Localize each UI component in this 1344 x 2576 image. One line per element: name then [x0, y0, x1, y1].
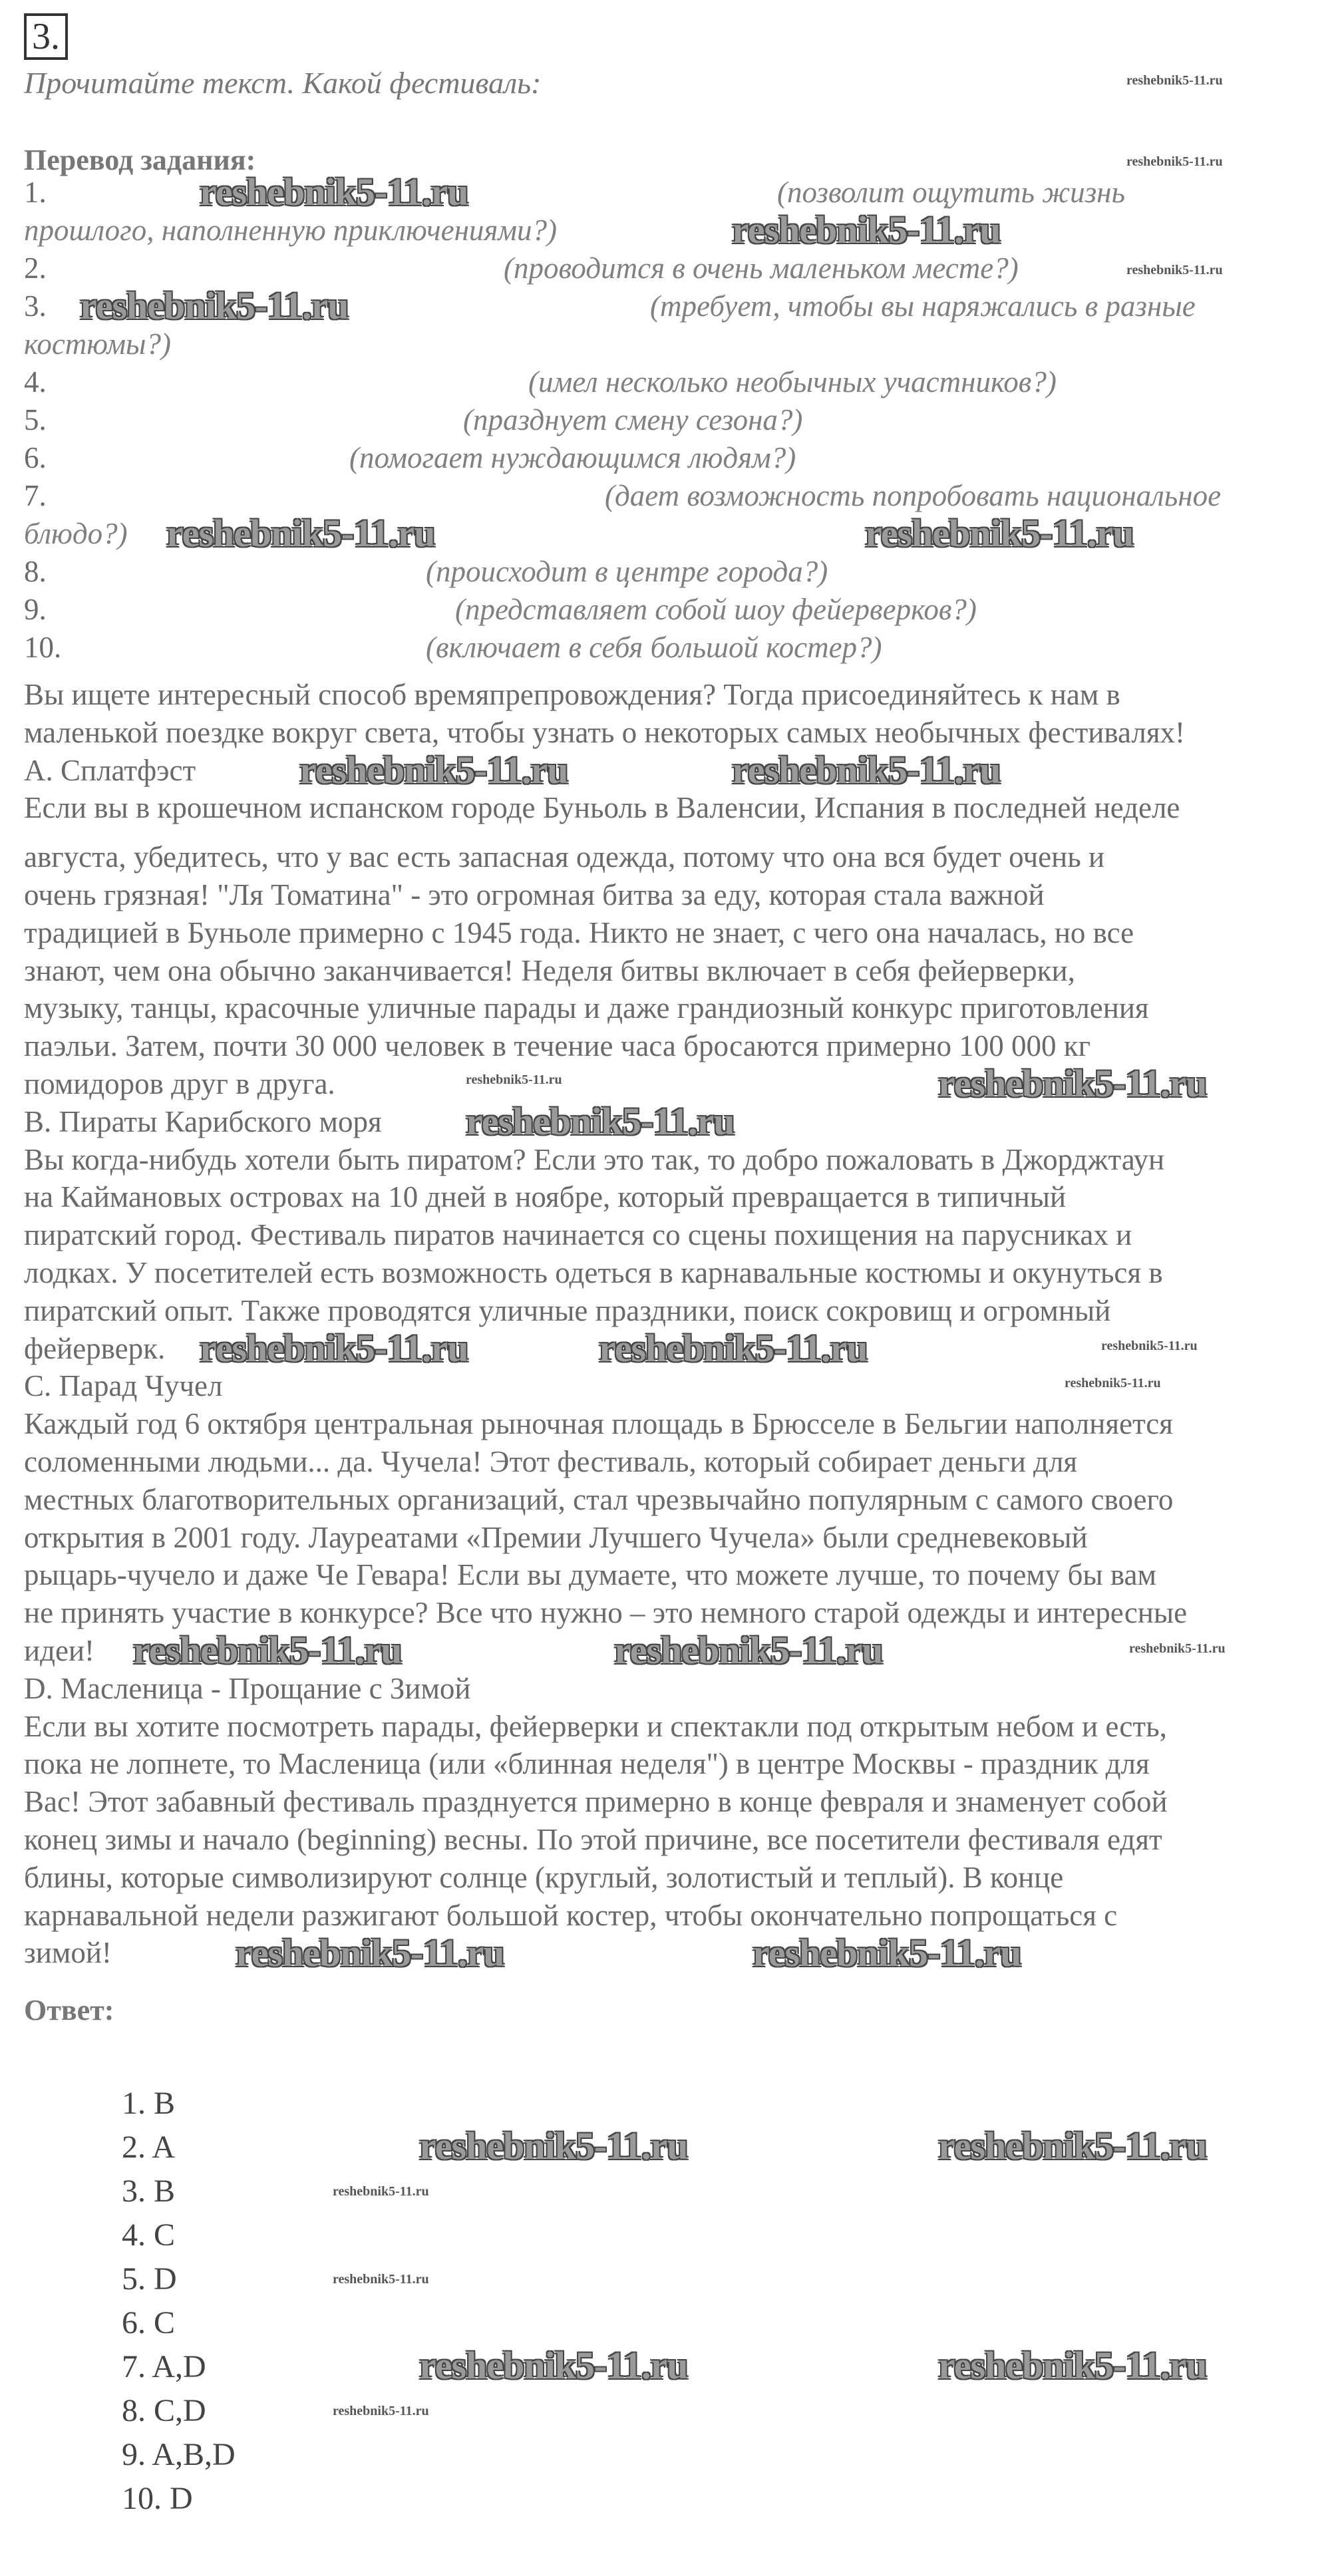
item-text: (проводится в очень маленьком месте?): [504, 251, 1019, 285]
watermark: reshebnik5-11.ru: [200, 170, 468, 214]
text-line: пока не лопнете, то Масленица (или «блинная неделя") в центре Москвы - праздник для: [24, 1747, 1150, 1781]
translation-item: [24, 401, 1328, 439]
text-line: пиратский опыт. Также проводятся уличные праздники, поиск сокровищ и огромный: [24, 1293, 1111, 1327]
watermark-small: reshebnik5-11.ru: [1129, 1641, 1226, 1656]
item-text: (представляет собой шоу фейерверков?): [455, 593, 977, 626]
item-text: (происходит в центре города?): [426, 555, 828, 588]
item-number: 5.: [24, 403, 47, 436]
section-a-text: [24, 789, 1328, 1105]
item-text: (празднует смену сезона?): [463, 403, 803, 436]
item-text: (дает возможность попробовать национальное: [605, 479, 1222, 512]
text-line: фейерверк.: [24, 1331, 166, 1365]
item-text-continued: блюдо?): [24, 517, 128, 550]
text-line: помидоров друг в друга.: [24, 1066, 335, 1100]
watermark: reshebnik5-11.ru: [200, 1327, 468, 1370]
text-line: августа, убедитесь, что у вас есть запасная одежда, потому что она вся будет очень и: [24, 840, 1105, 874]
item-number: 8.: [24, 555, 47, 588]
translation-item: [24, 477, 1328, 515]
text-line: на Каймановых островах на 10 дней в ноябре, который превращается в типичный: [24, 1180, 1067, 1214]
item-number: 10.: [24, 631, 62, 664]
answer-item: 2. A: [122, 2130, 176, 2165]
item-number: 4.: [24, 365, 47, 399]
task-number: 3.: [24, 13, 68, 60]
passage: [24, 676, 1328, 1975]
text-line: Вы ищете интересный способ времяпрепровождения? Тогда присоединяйтесь к нам в: [24, 678, 1120, 711]
item-text: (имел несколько необычных участников?): [528, 365, 1057, 399]
watermark: reshebnik5-11.ru: [599, 1327, 868, 1370]
text-line: открытия в 2001 году. Лауреатами «Премии Лучшего Чучела» были средневековый: [24, 1520, 1088, 1554]
watermark: reshebnik5-11.ru: [865, 512, 1134, 555]
watermark: reshebnik5-11.ru: [938, 1062, 1207, 1105]
text-line: паэльи. Затем, почти 30 000 человек в течение часа бросаются примерно 100 000 кг: [24, 1029, 1091, 1063]
item-number: 2.: [24, 251, 47, 285]
item-text: (включает в себя большой костер?): [426, 631, 882, 664]
watermark-small: reshebnik5-11.ru: [1126, 263, 1223, 277]
item-text: (помогает нуждающимся людям?): [349, 441, 796, 474]
text-line: Если вы хотите посмотреть парады, фейерверки и спектакли под открытым небом и есть,: [24, 1709, 1167, 1743]
watermark-small: reshebnik5-11.ru: [1101, 1339, 1198, 1353]
answer-item: 7. A,D: [122, 2349, 206, 2384]
item-text-continued: костюмы?): [24, 327, 172, 361]
text-line: карнавальной недели разжигают большой костер, чтобы окончательно попрощаться с: [24, 1898, 1118, 1932]
item-text-continued: прошлого, наполненную приключениями?): [24, 214, 558, 247]
answer-list: [122, 2082, 236, 2521]
watermark: reshebnik5-11.ru: [732, 208, 1001, 251]
text-line: местных благотворительных организаций, стал чрезвычайно популярным с самого своего: [24, 1482, 1174, 1516]
text-line: Если вы в крошечном испанском городе Буньоль в Валенсии, Испания в последней неделе: [24, 791, 1180, 825]
answer-item: 10. D: [122, 2481, 193, 2516]
item-number: 6.: [24, 441, 47, 474]
text-line: блины, которые символизируют солнце (круглый, золотистый и теплый). В конце: [24, 1860, 1064, 1894]
watermark: reshebnik5-11.ru: [466, 1100, 735, 1143]
watermark: reshebnik5-11.ru: [419, 2344, 688, 2387]
watermark: reshebnik5-11.ru: [614, 1629, 883, 1672]
answer-item: 9. A,B,D: [122, 2437, 236, 2472]
watermark-small: reshebnik5-11.ru: [333, 2404, 429, 2418]
watermark: reshebnik5-11.ru: [938, 2344, 1207, 2387]
watermark: reshebnik5-11.ru: [236, 1931, 504, 1975]
item-number: 9.: [24, 593, 47, 626]
item-text: (позволит ощутить жизнь: [777, 176, 1125, 209]
text-line: рыцарь-чучело и даже Че Гевара! Если вы думаете, что можете лучше, то почему бы вам: [24, 1558, 1157, 1592]
watermark-small: reshebnik5-11.ru: [466, 1072, 562, 1087]
text-line: Вы когда-нибудь хотели быть пиратом? Если это так, то добро пожаловать в Джорджтаун: [24, 1142, 1165, 1176]
watermark-small: reshebnik5-11.ru: [1065, 1376, 1161, 1390]
text-line: традицией в Буньоле примерно с 1945 года. Никто не знает, с чего она началась, но все: [24, 915, 1134, 949]
section-a-title: A. Сплатфэст: [24, 753, 196, 787]
text-line: не принять участие в конкурсе? Все что нужно – это немного старой одежды и интересные: [24, 1596, 1188, 1630]
section-d-text: [24, 1708, 1328, 1973]
translation-item: [24, 363, 1328, 401]
item-number: 1.: [24, 176, 47, 209]
answer-item: 8. C,D: [122, 2393, 206, 2428]
section-b-title: B. Пираты Карибского моря: [24, 1104, 382, 1138]
watermark-small: reshebnik5-11.ru: [333, 2272, 429, 2287]
watermark: reshebnik5-11.ru: [938, 2124, 1207, 2168]
translation-heading: Перевод задания:: [24, 144, 256, 176]
text-line: пиратский город. Фестиваль пиратов начинается со сцены похищения на парусниках и: [24, 1218, 1132, 1252]
watermark-small: reshebnik5-11.ru: [1126, 73, 1223, 88]
translation-items: [24, 170, 1328, 667]
watermark: reshebnik5-11.ru: [299, 748, 568, 792]
translation-item: [24, 629, 1328, 667]
passage-intro: [24, 676, 1328, 752]
section-d-title: D. Масленица - Прощание с Зимой: [24, 1671, 471, 1705]
text-line: Вас! Этот забавный фестиваль празднуется примерно в конце февраля и знаменует собой: [24, 1785, 1168, 1819]
translation-item: [24, 553, 1328, 591]
watermark: reshebnik5-11.ru: [80, 284, 349, 327]
text-line: музыку, танцы, красочные уличные парады и даже грандиозный конкурс приготовления: [24, 991, 1149, 1025]
section-c-title: C. Парад Чучел: [24, 1369, 223, 1403]
text-line: идеи!: [24, 1633, 95, 1667]
text-line: Каждый год 6 октября центральная рыночная площадь в Брюсселе в Бельгии наполняется: [24, 1407, 1173, 1441]
text-line: конец зимы и начало (beginning) весны. По этой причине, все посетители фестиваля едят: [24, 1822, 1162, 1856]
watermark-small: reshebnik5-11.ru: [333, 2184, 429, 2199]
text-line: знают, чем она обычно заканчивается! Неделя битвы включает в себя фейерверки,: [24, 953, 1075, 987]
item-number: 3.: [24, 289, 47, 323]
task-prompt: Прочитайте текст. Какой фестиваль:: [24, 66, 542, 100]
text-line: маленькой поездке вокруг света, чтобы узнать о некоторых самых необычных фестивалях!: [24, 715, 1186, 749]
watermark: reshebnik5-11.ru: [753, 1931, 1021, 1975]
answer-item: 3. B: [122, 2174, 176, 2209]
item-text: (требует, чтобы вы наряжались в разные: [650, 289, 1196, 323]
answer-item: 4. C: [122, 2217, 176, 2253]
watermark: reshebnik5-11.ru: [166, 512, 435, 555]
text-line: лодках. У посетителей есть возможность одеться в карнавальные костюмы и окунуться в: [24, 1255, 1163, 1289]
watermark: reshebnik5-11.ru: [419, 2124, 688, 2168]
answer-item: 5. D: [122, 2261, 177, 2297]
item-number: 7.: [24, 479, 47, 512]
text-line: зимой!: [24, 1936, 112, 1970]
answer-heading: Ответ:: [24, 1994, 114, 2026]
watermark: reshebnik5-11.ru: [732, 748, 1001, 792]
text-line: соломенными людьми... да. Чучела! Этот фестиваль, который собирает деньги для: [24, 1444, 1078, 1478]
translation-item: [24, 591, 1328, 629]
answer-item: 6. C: [122, 2305, 176, 2340]
text-line: очень грязная! "Ля Томатина" - это огромная битва за еду, которая стала важной: [24, 878, 1045, 911]
answer-item: 1. B: [122, 2086, 176, 2121]
translation-item: [24, 439, 1328, 477]
watermark: reshebnik5-11.ru: [133, 1629, 402, 1672]
watermark-small: reshebnik5-11.ru: [1126, 154, 1223, 169]
